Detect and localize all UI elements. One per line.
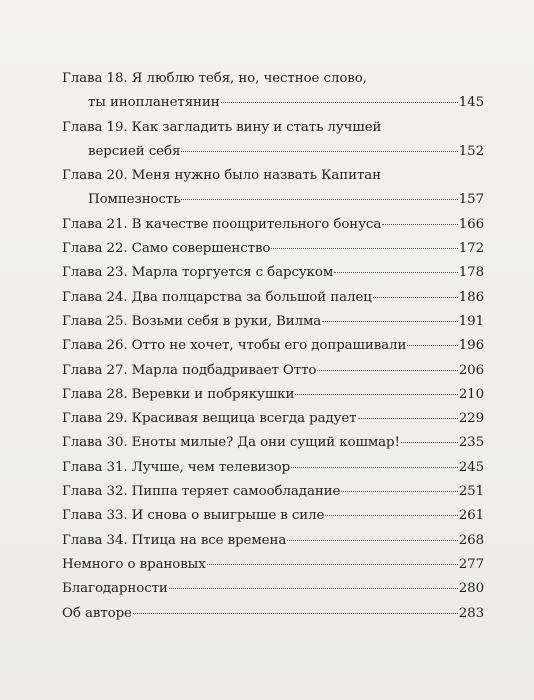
dot-leader [334, 272, 458, 273]
dot-leader [358, 418, 458, 419]
toc-entry-row [62, 261, 484, 285]
dot-leader [382, 224, 458, 225]
dot-leader [317, 370, 457, 371]
toc-entry [62, 602, 484, 626]
toc-entry [62, 529, 484, 553]
toc-entry-title: Помпезность [88, 192, 181, 208]
toc-entry-title: Глава 33. И снова о выигрыше в силе [62, 508, 325, 524]
toc-entry-row [62, 504, 484, 528]
toc-entry-title: Об авторе [62, 605, 132, 621]
toc-entry-row [62, 91, 484, 115]
toc-entry [62, 67, 484, 116]
dot-leader [181, 199, 457, 200]
toc-page-number: 280 [458, 581, 484, 597]
toc-entry-title: Глава 30. Еноты милые? Да они сущий кошмар! [62, 435, 400, 451]
dot-leader [271, 248, 457, 249]
toc-page-number: 196 [458, 338, 484, 354]
toc-page-number: 229 [458, 411, 484, 427]
toc-page-number: 206 [458, 362, 484, 378]
toc-entry-row [62, 237, 484, 261]
toc-entry-title: Глава 28. Веревки и побрякушки [62, 386, 295, 402]
dot-leader [169, 588, 458, 589]
toc-entry-title: ты инопланетянин [88, 95, 220, 111]
toc-entry [62, 456, 484, 480]
dot-leader [401, 442, 458, 443]
dot-leader [291, 467, 458, 468]
toc-page-number: 186 [458, 289, 484, 305]
toc-page-number: 210 [458, 386, 484, 402]
toc-entry-title: Глава 24. Два полцарства за большой палец [62, 289, 372, 305]
toc-entry-title: Немного о врановых [62, 556, 206, 572]
toc-entry-heading: Глава 20. Меня нужно было назвать Капитан [62, 168, 381, 184]
toc-entry-row [62, 602, 484, 626]
dot-leader [207, 564, 458, 565]
toc-entry-row [62, 213, 484, 237]
toc-entry-title: Глава 22. Само совершенство [62, 241, 271, 257]
toc-entry-title: Глава 34. Птица на все времена [62, 532, 287, 548]
dot-leader [221, 102, 458, 103]
table-of-contents [62, 67, 484, 626]
toc-entry [62, 504, 484, 528]
toc-entry-row [62, 480, 484, 504]
toc-entry-title: Глава 31. Лучше, чем телевизор [62, 459, 291, 475]
dot-leader [181, 151, 457, 152]
toc-entry-title: Глава 25. Возьми себя в руки, Вилма [62, 313, 322, 329]
toc-page-number: 157 [458, 192, 484, 208]
toc-entry-title: Глава 27. Марла подбадривает Отто [62, 362, 317, 378]
toc-page-number: 172 [458, 241, 484, 257]
toc-entry [62, 310, 484, 334]
toc-entry-row [62, 553, 484, 577]
toc-entry-row [62, 383, 484, 407]
toc-entry [62, 577, 484, 601]
toc-entry-row [62, 359, 484, 383]
toc-entry [62, 261, 484, 285]
toc-entry-row [62, 140, 484, 164]
toc-page-number: 178 [458, 265, 484, 281]
toc-entry [62, 213, 484, 237]
dot-leader [322, 321, 458, 322]
toc-entry [62, 334, 484, 358]
toc-entry [62, 286, 484, 310]
toc-entry-title: Глава 26. Отто не хочет, чтобы его допрашивали [62, 338, 407, 354]
toc-entry-row [62, 407, 484, 431]
toc-entry-heading: Глава 19. Как загладить вину и стать лучшей [62, 119, 382, 135]
toc-page-number: 245 [458, 459, 484, 475]
toc-entry-title: Глава 21. В качестве поощрительного бонуса [62, 216, 382, 232]
toc-entry [62, 237, 484, 261]
toc-entry-row [62, 310, 484, 334]
toc-page-number: 166 [458, 216, 484, 232]
toc-entry-row [62, 529, 484, 553]
toc-entry [62, 359, 484, 383]
dot-leader [133, 613, 458, 614]
toc-page-number: 268 [458, 532, 484, 548]
toc-page-number: 251 [458, 484, 484, 500]
toc-entry-row [62, 188, 484, 212]
dot-leader [407, 345, 457, 346]
toc-page-number: 235 [458, 435, 484, 451]
dot-leader [373, 297, 458, 298]
dot-leader [325, 515, 457, 516]
toc-entry-title: Глава 29. Красивая вещица всегда радует [62, 411, 357, 427]
toc-entry [62, 553, 484, 577]
toc-entry [62, 116, 484, 165]
toc-entry [62, 431, 484, 455]
toc-entry-heading: Глава 18. Я люблю тебя, но, честное слово, [62, 71, 367, 86]
dot-leader [341, 491, 457, 492]
toc-page-number: 152 [458, 143, 484, 159]
toc-entry-row [62, 431, 484, 455]
toc-entry-title: Глава 23. Марла торгуется с барсуком [62, 265, 334, 281]
toc-entry-title: Благодарности [62, 581, 168, 597]
toc-entry [62, 480, 484, 504]
toc-entry-row [62, 577, 484, 601]
toc-entry-row [62, 456, 484, 480]
dot-leader [287, 540, 458, 541]
toc-entry-title: версией себя [88, 143, 181, 159]
toc-page-number: 283 [458, 605, 484, 621]
toc-page-number: 277 [458, 556, 484, 572]
toc-entry-row [62, 286, 484, 310]
dot-leader [295, 394, 457, 395]
toc-entry [62, 383, 484, 407]
toc-page-number: 191 [458, 313, 484, 329]
toc-entry-row [62, 334, 484, 358]
toc-page-number: 145 [458, 95, 484, 111]
toc-entry [62, 407, 484, 431]
toc-entry-title: Глава 32. Пиппа теряет самообладание [62, 484, 341, 500]
toc-page-number: 261 [458, 508, 484, 524]
toc-entry [62, 164, 484, 213]
